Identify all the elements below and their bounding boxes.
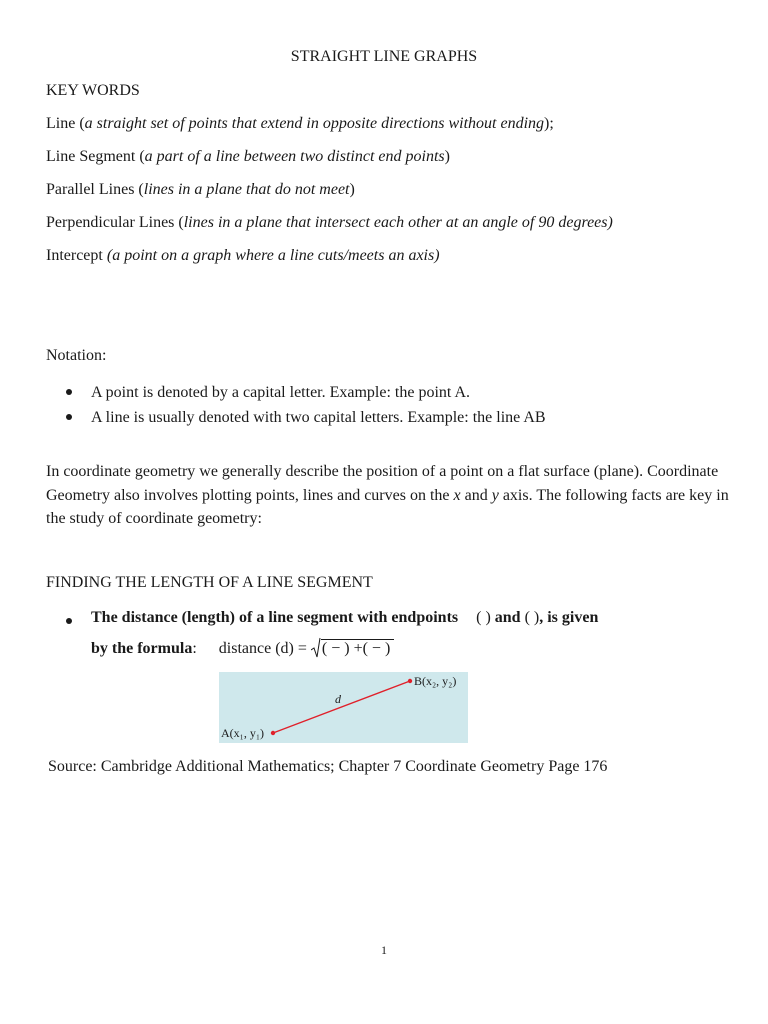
bullet-icon <box>66 389 72 395</box>
formula-body: ( − ) +( − ) <box>321 639 394 657</box>
formula-label: distance (d) = <box>218 640 311 657</box>
key-word-close: ) <box>444 148 450 165</box>
page-title: STRAIGHT LINE GRAPHS <box>290 48 478 65</box>
key-word-open: ( <box>174 214 184 231</box>
point-b-dot <box>408 679 412 683</box>
key-word-definition: a part of a line between two distinct end points <box>144 148 445 165</box>
length-bullet <box>66 609 82 634</box>
and-text: and <box>494 609 521 626</box>
key-word-close: ) <box>349 181 355 198</box>
list-item-text: A line is usually denoted with two capital letters. Example: the line AB <box>91 409 546 426</box>
distance-diagram <box>219 672 468 743</box>
notation-heading: Notation: <box>46 347 107 364</box>
key-word-definition: lines in a plane that intersect each other at an angle of 90 degrees) <box>183 214 613 231</box>
key-word-term: Parallel Lines <box>46 181 135 198</box>
distance-text: The distance (length) of a line segment with endpoints <box>91 609 459 626</box>
key-word-perpendicular-lines <box>46 214 613 232</box>
is-given-text: , is given <box>539 609 599 626</box>
endpoint-a-paren: ( ) <box>476 609 491 626</box>
square-root-icon <box>311 637 321 659</box>
source-citation: Source: Cambridge Additional Mathematics; Chapter 7 Coordinate Geometry Page 176 <box>48 758 608 775</box>
key-word-term: Line <box>46 115 76 132</box>
distance-diagram-svg <box>219 672 468 743</box>
notation-list <box>66 380 546 430</box>
distance-bullet-line1 <box>91 609 598 627</box>
key-word-definition: lines in a plane that do not meet <box>143 181 350 198</box>
key-word-line <box>46 115 554 133</box>
bullet-icon <box>66 618 72 624</box>
list-item <box>66 405 546 430</box>
list-item-text: A point is denoted by a capital letter. Example: the point A. <box>91 384 471 401</box>
list-item <box>66 380 546 405</box>
colon-text: : <box>192 640 197 657</box>
key-word-open: ( <box>135 148 145 165</box>
length-section-heading: FINDING THE LENGTH OF A LINE SEGMENT <box>46 574 373 591</box>
point-b-label: B(x₂, y₂) <box>414 674 457 688</box>
intro-paragraph <box>46 460 736 531</box>
key-word-intercept <box>46 247 440 265</box>
key-word-line-segment <box>46 148 450 166</box>
point-a-dot <box>271 731 275 735</box>
key-word-term: Intercept <box>46 247 103 264</box>
key-word-definition: (a point on a graph where a line cuts/meets an axis) <box>106 247 440 264</box>
intro-text-part2: axis. The following facts are key in the study of coordinate geometry: <box>46 486 729 527</box>
point-a-label: A(x₁, y₁) <box>221 726 265 740</box>
key-word-open: ( <box>134 181 144 198</box>
x-variable: x <box>453 486 461 504</box>
key-word-parallel-lines <box>46 181 355 199</box>
segment-d-label: d <box>335 692 341 706</box>
intro-text-part1: In coordinate geometry we generally describe the position of a point on a flat surface (plane). Coordinate Geometry also involves plotting points, lines and curves on the <box>46 463 719 504</box>
endpoint-b-paren: ( ) <box>524 609 540 626</box>
key-word-term: Perpendicular Lines <box>46 214 175 231</box>
key-word-open: ( <box>75 115 85 132</box>
key-word-definition: a straight set of points that extend in opposite directions without ending <box>84 115 545 132</box>
distance-bullet-line2 <box>91 637 394 659</box>
key-words-heading: KEY WORDS <box>46 82 140 99</box>
key-word-term: Line Segment <box>46 148 136 165</box>
line-segment-ab <box>273 681 410 733</box>
bullet-icon <box>66 414 72 420</box>
page-number: 1 <box>381 943 387 957</box>
key-word-close: ); <box>544 115 554 132</box>
intro-and: and <box>460 486 492 504</box>
y-variable: y <box>491 486 499 504</box>
by-formula-text: by the formula <box>91 640 193 657</box>
